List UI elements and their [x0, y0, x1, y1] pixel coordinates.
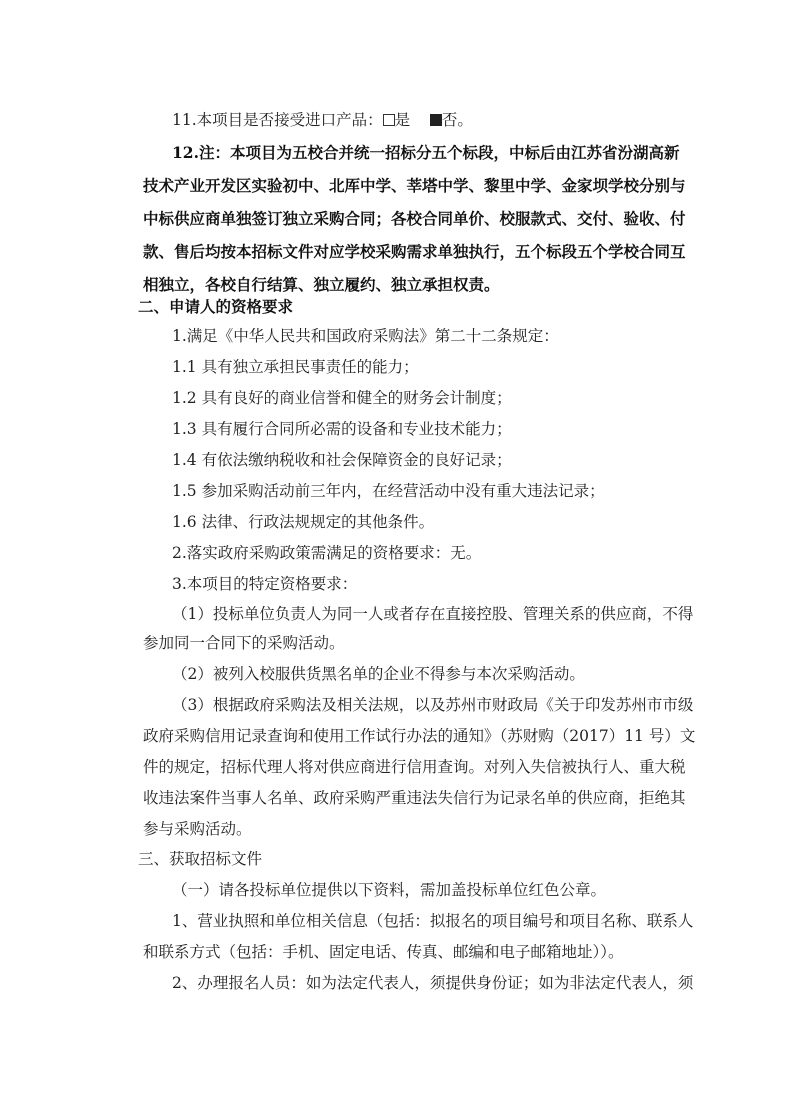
special-requirement-2: （2）被列入校服供货黑名单的企业不得参与本次采购活动。: [172, 665, 585, 683]
requirement-1: 1.满足《中华人民共和国政府采购法》第二十二条规定：: [172, 327, 559, 345]
item-11: [172, 110, 473, 130]
special-requirement-3: 参与采购活动。: [143, 820, 252, 838]
section-3-paragraph-1: （一）请各投标单位提供以下资料，需加盖投标单位红色公章。: [172, 881, 607, 899]
requirement-item: 1.2 具有良好的商业信誉和健全的财务会计制度；: [172, 389, 512, 407]
item-11-text: 11.本项目是否接受进口产品：: [172, 111, 383, 129]
requirement-item: 1.6 法律、行政法规规定的其他条件。: [172, 513, 435, 531]
option-yes-label: 是: [394, 111, 411, 129]
special-requirement-3: （3）根据政府采购法及相关法规，以及苏州市财政局《关于印发苏州市市级: [172, 696, 694, 714]
section-3-paragraph-2: 和联系方式（包括：手机、固定电话、传真、邮编和电子邮箱地址））。: [143, 943, 624, 961]
special-requirement-3: 件的规定，招标代理人将对供应商进行信用查询。对列入失信被执行人、重大税: [143, 758, 686, 776]
item-12-line: 款、售后均按本招标文件对应学校采购需求单独执行，五个标段五个学校合同互: [143, 242, 686, 261]
special-requirement-1: 参加同一合同下的采购活动。: [143, 634, 345, 652]
section-3-heading: 三、获取招标文件: [138, 850, 263, 868]
item-12-line: 技术产业开发区实验初中、北厍中学、莘塔中学、黎里中学、金家坝学校分别与: [143, 176, 686, 195]
requirement-item: 1.4 有依法缴纳税收和社会保障资金的良好记录；: [172, 451, 512, 469]
section-2-heading: 二、申请人的资格要求: [138, 297, 294, 316]
checkbox-empty-icon: [383, 114, 395, 126]
special-requirement-3: 收违法案件当事人名单、政府采购严重违法失信行为记录名单的供应商，拒绝其: [143, 789, 686, 807]
checkbox-checked-icon: [430, 114, 442, 126]
special-requirement-3: 政府采购信用记录查询和使用工作试行办法的通知》（苏财购（2017）11 号）文: [143, 727, 696, 745]
requirement-item: 1.1 具有独立承担民事责任的能力；: [172, 358, 419, 376]
section-3-paragraph-2: 1、营业执照和单位相关信息（包括：拟报名的项目编号和项目名称、联系人: [172, 912, 694, 930]
item-12-line: 12.注：本项目为五校合并统一招标分五个标段，中标后由江苏省汾湖高新: [172, 143, 680, 162]
requirement-3: 3.本项目的特定资格要求：: [172, 575, 358, 593]
item-12-line: 相独立，各校自行结算、独立履约、独立承担权责。: [143, 275, 500, 294]
requirement-item: 1.3 具有履行合同所必需的设备和专业技术能力；: [172, 420, 512, 438]
section-3-paragraph-3: 2、办理报名人员：如为法定代表人，须提供身份证；如为非法定代表人，须: [172, 974, 694, 992]
special-requirement-1: （1）投标单位负责人为同一人或者存在直接控股、管理关系的供应商，不得: [172, 605, 694, 623]
requirement-2: 2.落实政府采购政策需满足的资格要求：无。: [172, 544, 482, 562]
option-no-label: 否。: [441, 111, 473, 129]
item-12-line: 中标供应商单独签订独立采购合同；各校合同单价、校服款式、交付、验收、付: [143, 209, 686, 228]
requirement-item: 1.5 参加采购活动前三年内，在经营活动中没有重大违法记录；: [172, 482, 605, 500]
